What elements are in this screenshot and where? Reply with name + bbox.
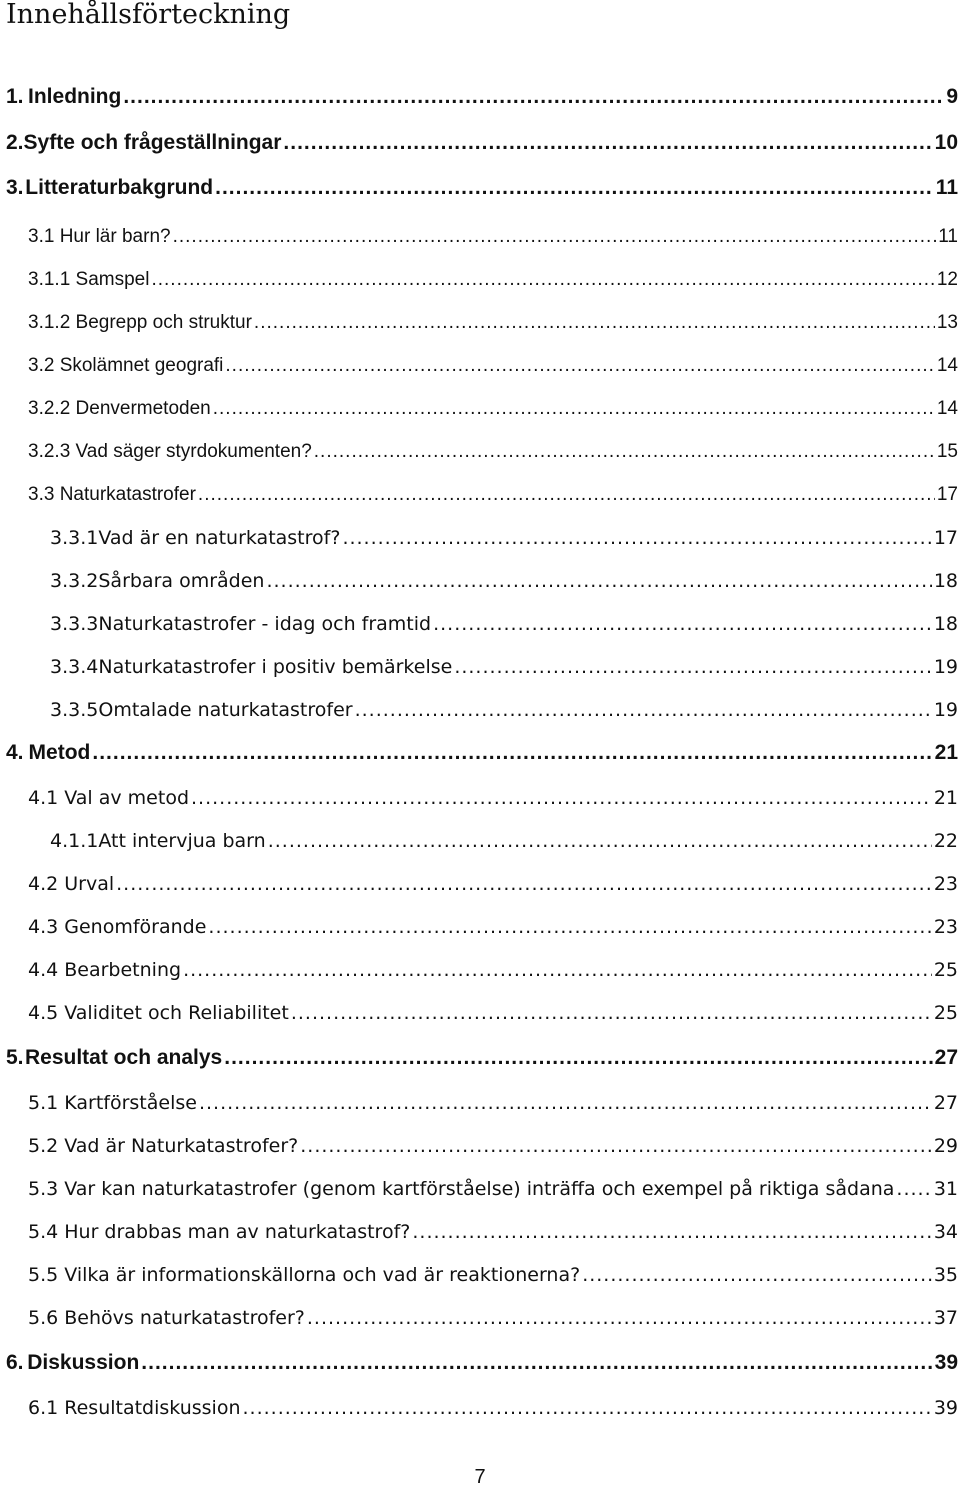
toc-entry-label: 4.1 Val av metod [28,787,189,809]
toc-entry-page: 37 [933,1307,958,1329]
toc-entry-label: 3.3 Naturkatastrofer [28,484,196,505]
toc-entry-page: 19 [933,699,958,721]
toc-entry[interactable] [28,439,958,465]
toc-entry-page: 27 [934,1046,958,1069]
toc-entry-page: 9 [946,85,958,108]
toc-entry-label: 6.1 Resultatdiskussion [28,1397,241,1419]
toc-entry-label: Sårbara områden [98,570,265,592]
toc-entry-page: 23 [933,873,958,895]
toc-entry-number: 3. [6,176,24,199]
toc-entry[interactable] [28,267,958,293]
toc-entry-number: 3.3.5 [50,699,99,721]
toc-entry-page: 34 [933,1221,958,1243]
toc-entry-page: 29 [933,1135,958,1157]
toc-entry[interactable] [50,568,958,594]
toc-entry[interactable] [50,828,958,854]
toc-entry-label: 5.3 Var kan naturkatastrofer (genom kartförståelse) inträffa och exempel på riktiga sådana [28,1178,895,1200]
toc-entry-page: 15 [936,441,958,462]
toc-entry-page: 31 [933,1178,958,1200]
toc-dot-leader [225,353,934,379]
page-number: 7 [474,1466,486,1488]
toc-entry-number: 1. [6,85,24,108]
toc-dot-leader [141,1350,932,1376]
toc-entry-label: Omtalade naturkatastrofer [98,699,353,721]
toc-entry-label: 4.3 Genomförande [28,916,207,938]
toc-entry-page: 11 [938,226,958,247]
toc-entry-label: Att intervjua barn [98,830,266,852]
toc-entry-page: 35 [933,1264,958,1286]
toc-entry[interactable] [6,84,958,110]
toc-dot-leader [199,1090,932,1116]
toc-entry-label: 3.1.1 Samspel [28,269,150,290]
toc-dot-leader [896,1176,931,1202]
toc-entry-label: 3.1.2 Begrepp och struktur [28,312,252,333]
toc-entry-label: Litteraturbakgrund [25,176,214,199]
toc-entry[interactable] [28,396,958,422]
toc-dot-leader [314,439,935,465]
toc-entry[interactable] [6,130,958,156]
toc-entry-label: 5.4 Hur drabbas man av naturkatastrof? [28,1221,411,1243]
toc-dot-leader [266,568,931,594]
toc-entry[interactable] [28,1262,958,1288]
toc-dot-leader [582,1262,932,1288]
toc-dot-leader [433,611,932,637]
toc-dot-leader [412,1219,931,1245]
toc-entry-label: 5.5 Vilka är informationskällorna och vad är reaktionerna? [28,1264,581,1286]
toc-dot-leader [243,1395,932,1421]
toc-entry[interactable] [28,1133,958,1159]
toc-entry-label: Naturkatastrofer i positiv bemärkelse [98,656,453,678]
toc-entry[interactable] [28,1176,958,1202]
toc-entry-page: 14 [936,398,958,419]
toc-dot-leader [151,267,934,293]
toc-entry-page: 18 [933,570,958,592]
toc-entry-page: 25 [933,959,958,981]
toc-entry[interactable] [28,1305,958,1331]
toc-entry-label: Metod [28,741,91,764]
toc-entry-number: 3.3.3 [50,613,99,635]
toc-entry-page: 21 [933,787,958,809]
toc-entry-page: 25 [933,1002,958,1024]
toc-dot-leader [300,1133,932,1159]
toc-entry-page: 21 [934,741,958,764]
toc-entry-number: 3.3.4 [50,656,99,678]
toc-entry-number: 3.3.2 [50,570,99,592]
toc-dot-leader [307,1305,932,1331]
toc-entry-label: 4.2 Urval [28,873,115,895]
toc-entry-page: 19 [933,656,958,678]
toc-entry-label: Vad är en naturkatastrof? [98,527,341,549]
toc-entry-page: 23 [933,916,958,938]
toc-entry-number: 5. [6,1046,24,1069]
toc-dot-leader [116,871,932,897]
toc-entry[interactable] [50,525,958,551]
toc-entry-label: Resultat och analys [25,1046,223,1069]
toc-dot-leader [224,1045,932,1071]
toc-entry-page: 17 [933,527,958,549]
toc-entry-page: 14 [936,355,958,376]
toc-dot-leader [283,130,932,156]
toc-dot-leader [342,525,931,551]
toc-dot-leader [92,740,932,766]
toc-entry[interactable] [6,1045,958,1071]
toc-dot-leader [208,914,931,940]
toc-entry-page: 11 [935,176,958,199]
toc-entry[interactable] [6,740,958,766]
toc-entry[interactable] [28,353,958,379]
toc-entry-label: 3.1 Hur lär barn? [28,226,171,247]
toc-dot-leader [454,654,932,680]
toc-entry-label: 3.2 Skolämnet geografi [28,355,224,376]
toc-entry-number: 4.1.1 [50,830,99,852]
toc-entry-page: 39 [934,1351,958,1374]
toc-entry-label: 4.5 Validitet och Reliabilitet [28,1002,289,1024]
toc-entry-label: 4.4 Bearbetning [28,959,182,981]
toc-entry-label: 5.1 Kartförståelse [28,1092,197,1114]
toc-entry-page: 17 [936,484,958,505]
toc-dot-leader [268,828,932,854]
toc-entry-label: Naturkatastrofer - idag och framtid [98,613,432,635]
toc-dot-leader [291,1000,932,1026]
toc-entry-number: 3.3.1 [50,527,99,549]
toc-entry-label: Syfte och frågeställningar [23,131,282,154]
toc-entry[interactable] [28,785,958,811]
toc-entry[interactable] [28,310,958,336]
toc-entry-number: 6. [6,1351,24,1374]
toc-dot-leader [183,957,932,983]
toc-entry[interactable] [28,914,958,940]
toc-entry-number: 4. [6,741,24,764]
toc-entry-page: 10 [934,131,958,154]
toc-dot-leader [123,84,944,110]
toc-entry-page: 13 [936,312,958,333]
toc-dot-leader [173,224,937,250]
toc-entry-label: Diskussion [27,1351,140,1374]
toc-entry[interactable] [28,224,958,250]
toc-entry[interactable] [28,957,958,983]
toc-entry[interactable] [28,1000,958,1026]
toc-entry-page: 27 [933,1092,958,1114]
toc-dot-leader [198,482,935,508]
toc-dot-leader [215,175,934,201]
toc-entry[interactable] [28,482,958,508]
toc-entry-label: 5.2 Vad är Naturkatastrofer? [28,1135,299,1157]
toc-dot-leader [191,785,932,811]
toc-entry-page: 39 [933,1397,958,1419]
toc-entry[interactable] [6,1350,958,1376]
toc-entry[interactable] [28,1090,958,1116]
toc-dot-leader [213,396,935,422]
toc-entry-page: 22 [933,830,958,852]
toc-entry-page: 12 [936,269,958,290]
toc-entry-label: 3.2.2 Denvermetoden [28,398,211,419]
toc-entry[interactable] [28,871,958,897]
toc-entry-label: 5.6 Behövs naturkatastrofer? [28,1307,305,1329]
toc-dot-leader [254,310,935,336]
toc-entry-number: 2. [6,131,24,154]
toc-entry[interactable] [50,611,958,637]
toc-entry-label: Inledning [28,85,122,108]
toc-entry[interactable] [28,1395,958,1421]
toc-entry[interactable] [50,697,958,723]
toc-entry[interactable] [6,175,958,201]
toc-entry[interactable] [50,654,958,680]
toc-entry-page: 18 [933,613,958,635]
toc-entry[interactable] [28,1219,958,1245]
toc-dot-leader [355,697,932,723]
page-title: Innehållsförteckning [6,0,291,30]
toc-entry-label: 3.2.3 Vad säger styrdokumenten? [28,441,312,462]
